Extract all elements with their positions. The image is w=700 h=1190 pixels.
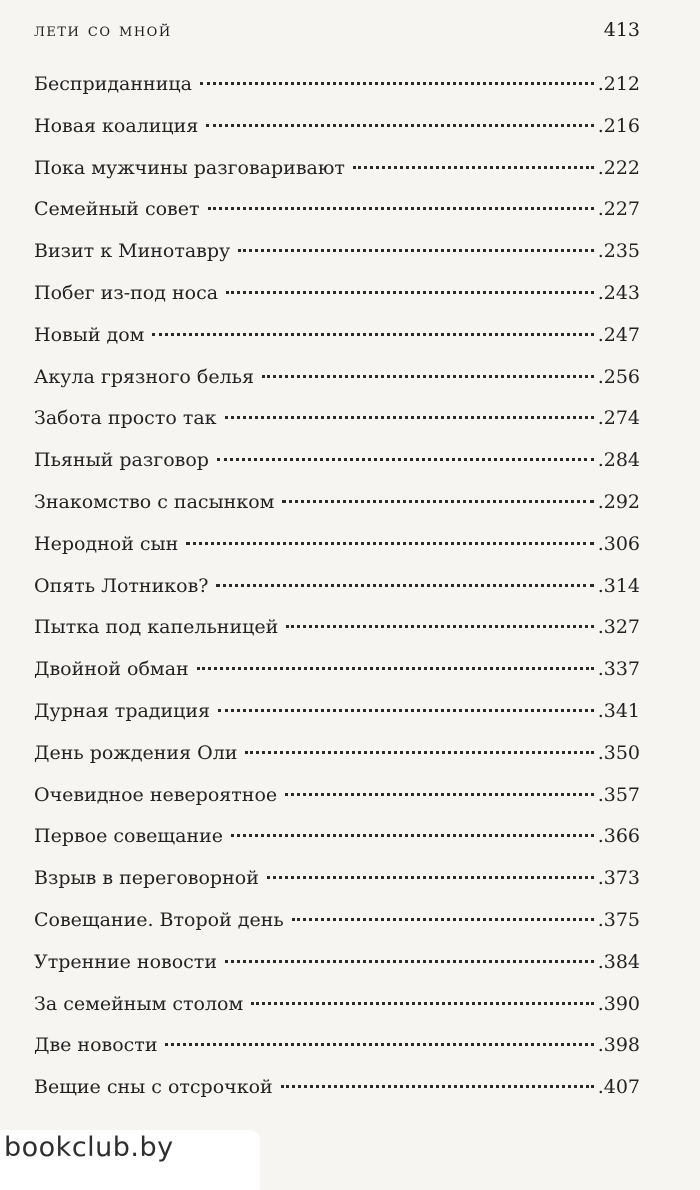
dot-leader: [186, 542, 593, 545]
toc-entry-title: Семейный совет: [34, 198, 200, 221]
watermark: [0, 1130, 260, 1190]
toc-entry-page: .375: [597, 908, 640, 931]
toc-entry-title: Неродной сын: [34, 532, 179, 555]
dot-leader: [197, 667, 594, 670]
dot-leader: [238, 249, 593, 252]
dot-leader: [231, 834, 594, 837]
toc-entry-page: .398: [597, 1034, 640, 1057]
toc-entry-title: За семейным столом: [34, 992, 244, 1015]
toc-entry: [34, 942, 640, 984]
toc-entry-title: Пока мужчины разговаривают: [34, 156, 345, 179]
toc-entry: [34, 1025, 640, 1067]
toc-entry: [34, 148, 640, 190]
toc-entry: [34, 649, 640, 691]
toc-entry-page: .243: [597, 281, 640, 304]
page-number: 413: [603, 19, 640, 41]
dot-leader: [353, 166, 594, 169]
running-title: лети со мной: [34, 19, 172, 41]
toc-entry-title: Первое совещание: [34, 825, 223, 848]
toc-entry-page: .222: [597, 156, 640, 179]
toc-entry-page: .337: [597, 658, 640, 681]
dot-leader: [225, 416, 594, 419]
toc-entry: [34, 858, 640, 900]
toc-entry: [34, 440, 640, 482]
toc-entry-title: Пьяный разговор: [34, 449, 209, 472]
dot-leader: [165, 1043, 593, 1046]
toc-entry: [34, 524, 640, 566]
toc-entry: [34, 900, 640, 942]
toc-entry: [34, 315, 640, 357]
toc-entry: [34, 733, 640, 775]
toc-entry-title: Двойной обман: [34, 658, 189, 681]
toc-entry: [34, 106, 640, 148]
toc-entry-title: Акула грязного белья: [34, 365, 254, 388]
dot-leader: [225, 960, 594, 963]
toc-entry-title: Совещание. Второй день: [34, 908, 284, 931]
toc-entry-title: Новая коалиция: [34, 114, 199, 137]
dot-leader: [206, 124, 593, 127]
toc-entry-title: Бесприданница: [34, 73, 192, 95]
toc-entry-page: .373: [597, 867, 640, 890]
toc-entry-page: .284: [597, 449, 640, 472]
dot-leader: [200, 82, 594, 85]
toc-entry-page: .212: [597, 73, 640, 95]
dot-leader: [281, 1085, 594, 1088]
toc-entry-title: Опять Лотников?: [34, 574, 209, 597]
dot-leader: [285, 793, 594, 796]
toc-entry-page: .357: [597, 783, 640, 806]
dot-leader: [286, 625, 593, 628]
dot-leader: [217, 458, 594, 461]
toc-entry: [34, 566, 640, 608]
toc-entry: [34, 775, 640, 817]
toc-entry-title: Визит к Минотавру: [34, 240, 231, 263]
toc-entry: [34, 231, 640, 273]
toc-entry: [34, 64, 640, 106]
toc-entry-page: .366: [597, 825, 640, 848]
dot-leader: [152, 333, 593, 336]
toc-entry: [34, 691, 640, 733]
toc-entry: [34, 357, 640, 399]
toc-entry-title: Пытка под капельницей: [34, 616, 279, 639]
dot-leader: [216, 584, 593, 587]
toc-entry: [34, 482, 640, 524]
toc-entry-page: .292: [597, 490, 640, 513]
toc-entry-page: .341: [597, 699, 640, 722]
toc-entry-title: Утренние новости: [34, 950, 217, 973]
toc-entry: [34, 816, 640, 858]
toc-entry-page: .350: [597, 741, 640, 764]
toc-entry-title: День рождения Оли: [34, 741, 238, 764]
toc-entry-page: .227: [597, 198, 640, 221]
dot-leader: [208, 207, 594, 210]
toc-entry-title: Очевидное невероятное: [34, 783, 278, 806]
toc-entry: [34, 1067, 640, 1109]
dot-leader: [267, 876, 594, 879]
toc-entry-title: Две новости: [34, 1034, 158, 1057]
dot-leader: [262, 375, 594, 378]
toc-entry-page: .314: [597, 574, 640, 597]
toc-entry-title: Новый дом: [34, 323, 145, 346]
toc-entry: [34, 984, 640, 1026]
table-of-contents: [34, 64, 640, 1109]
toc-entry-title: Знакомство с пасынком: [34, 490, 275, 513]
toc-entry-title: Вещие сны с отсрочкой: [34, 1076, 273, 1099]
toc-entry-page: .216: [597, 114, 640, 137]
toc-entry-page: .390: [597, 992, 640, 1015]
toc-entry: [34, 398, 640, 440]
toc-entry-page: .274: [597, 407, 640, 430]
toc-entry-page: .256: [597, 365, 640, 388]
dot-leader: [282, 500, 593, 503]
toc-entry-page: .247: [597, 323, 640, 346]
toc-entry-title: Забота просто так: [34, 407, 217, 430]
watermark-text: bookclub.by: [4, 1132, 174, 1163]
dot-leader: [292, 918, 594, 921]
toc-entry-page: .407: [597, 1076, 640, 1099]
toc-entry-title: Взрыв в переговорной: [34, 867, 259, 890]
running-head: [34, 18, 640, 42]
dot-leader: [226, 291, 594, 294]
dot-leader: [218, 709, 594, 712]
toc-entry-page: .384: [597, 950, 640, 973]
toc-entry-title: Дурная традиция: [34, 699, 211, 722]
toc-entry-page: .306: [597, 532, 640, 555]
toc-entry-page: .327: [597, 616, 640, 639]
toc-entry: [34, 273, 640, 315]
toc-entry: [34, 189, 640, 231]
toc-entry-page: .235: [597, 240, 640, 263]
toc-entry: [34, 607, 640, 649]
dot-leader: [245, 751, 593, 754]
toc-entry-title: Побег из-под носа: [34, 281, 219, 304]
dot-leader: [251, 1002, 593, 1005]
